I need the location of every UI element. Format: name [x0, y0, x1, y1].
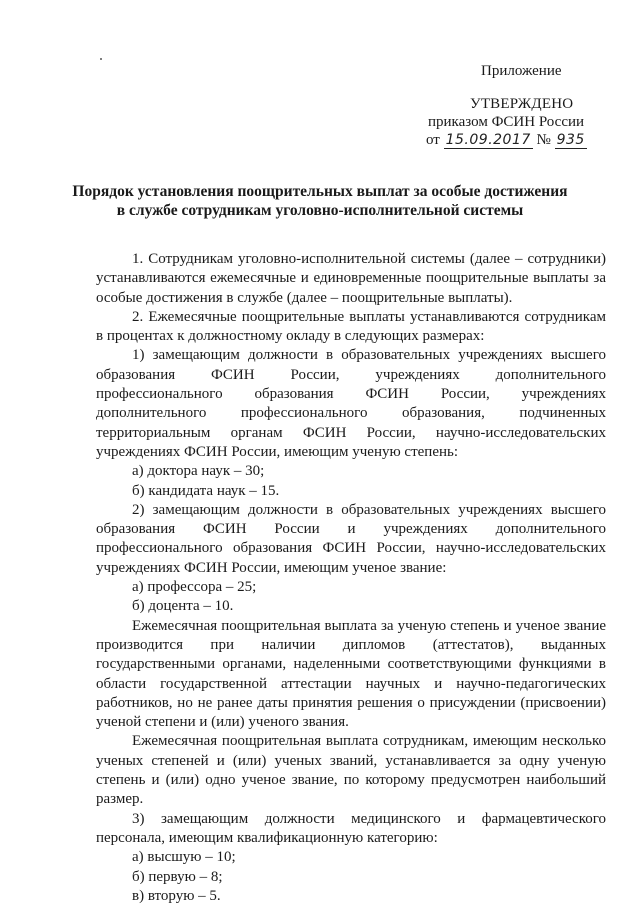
date-prefix: от	[426, 132, 440, 148]
item-2a: а) профессора – 25;	[132, 579, 257, 596]
paragraph-degree-conditions: Ежемесячная поощрительная выплата за ученую степень и ученое звание производится при наличии дипломов (аттестатов), выданных государственными органами, наделенными соответствующими функциями в области государственной аттестации научных и научно-педагогических работников, но не ранее даты принятия решения о присуждении (присвоении) ученой степени и (или) ученого звания.	[96, 617, 606, 731]
speck-mark	[100, 58, 102, 60]
paragraph-1: 1. Сотрудникам уголовно-исполнительной системы (далее – сотрудники) устанавливаются ежемесячные и единовременные поощрительные выплаты за особые достижения в службе (далее – поощрительные выплаты).	[96, 251, 606, 306]
document-body	[96, 250, 606, 906]
order-line: приказом ФСИН России	[428, 114, 585, 130]
date-number-line	[426, 131, 587, 149]
title-line-2: в службе сотрудникам уголовно-исполнительной системы	[116, 202, 524, 219]
handwritten-date: 15.09.2017	[445, 132, 531, 148]
item-2: 2) замещающим должности в образовательных учреждениях высшего образования ФСИН России и учреждениях дополнительного профессионального образования ФСИН России, научно-исследовательских учреждениях ФСИН России, имеющим ученое звание:	[96, 501, 606, 576]
item-3c: в) вторую – 5.	[132, 887, 221, 904]
number-prefix: №	[536, 132, 551, 148]
document-title	[0, 182, 640, 220]
appendix-label: Приложение	[481, 63, 562, 79]
item-1: 1) замещающим должности в образовательных учреждениях высшего образования ФСИН России, учреждениях дополнительного профессионального образования ФСИН России, учреждениях дополнительного профессионального образования, подчиненных территориальным органам ФСИН России, научно-исследовательских учреждениях ФСИН России, имеющим ученую степень:	[96, 347, 606, 460]
item-3b: б) первую – 8;	[132, 868, 223, 885]
item-1a: а) доктора наук – 30;	[132, 463, 265, 480]
title-line-1: Порядок установления поощрительных выплат за особые достижения	[72, 183, 568, 200]
item-1b: б) кандидата наук – 15.	[132, 482, 280, 499]
item-3a: а) высшую – 10;	[132, 849, 236, 866]
paragraph-multiple-degrees: Ежемесячная поощрительная выплата сотрудникам, имеющим несколько ученых степеней и (или) ученых званий, устанавливается за одну ученую степень и (или) одно ученое звание, по которому предусмотрен наибольший размер.	[96, 733, 606, 808]
handwritten-number: 935	[556, 132, 585, 148]
item-2b: б) доцента – 10.	[132, 598, 234, 615]
item-3: 3) замещающим должности медицинского и фармацевтического персонала, имеющим квалификационную категорию:	[96, 810, 606, 846]
paragraph-2: 2. Ежемесячные поощрительные выплаты устанавливаются сотрудникам в процентах к должностному окладу в следующих размерах:	[96, 308, 606, 345]
approved-stamp-label: УТВЕРЖДЕНО	[470, 96, 574, 112]
